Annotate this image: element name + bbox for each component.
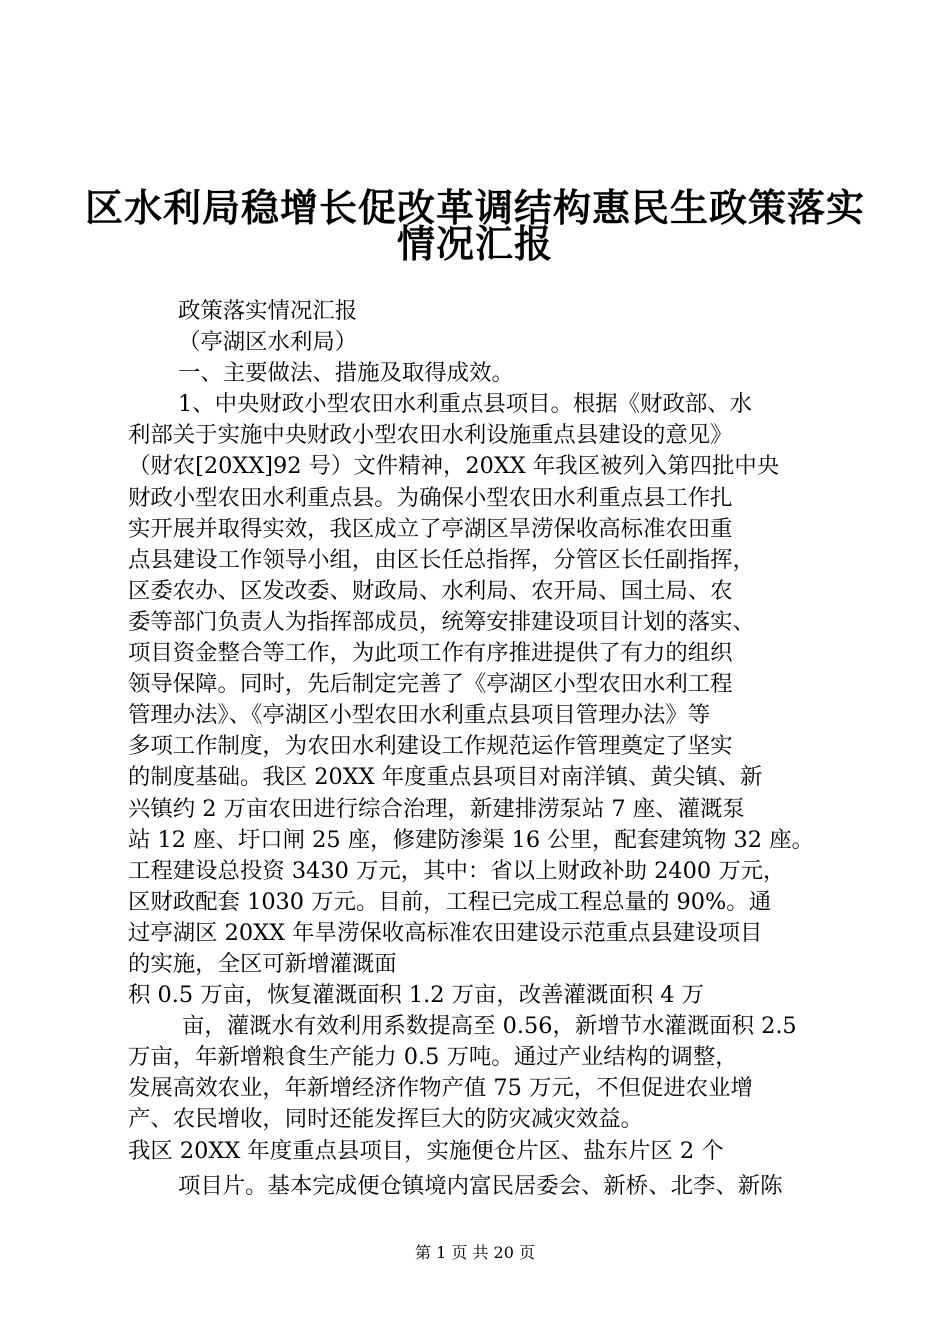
body-line: 区委农办、区发改委、财政局、水利局、农开局、国土局、农 bbox=[128, 577, 733, 604]
body-line: 政策落实情况汇报 bbox=[178, 298, 358, 324]
body-line: 产、农民增收，同时还能发挥巨大的防灾减灾效益。 bbox=[128, 1106, 643, 1133]
body-line: 管理办法》、《亭湖区小型农田水利重点县项目管理办法》等 bbox=[128, 702, 711, 729]
body-line: 点县建设工作领导小组，由区长任总指挥，分管区长任副指挥， bbox=[128, 546, 755, 573]
body-line: 财政小型农田水利重点县。为确保小型农田水利重点县工作扎 bbox=[128, 484, 733, 511]
body-line: 一、主要做法、措施及取得成效。 bbox=[178, 360, 514, 387]
body-line: 工程建设总投资 3430 万元，其中：省以上财政补助 2400 万元， bbox=[128, 857, 786, 884]
body-line: （亭湖区水利局） bbox=[178, 329, 358, 356]
body-line: 实开展并取得实效，我区成立了亭湖区旱涝保收高标准农田重 bbox=[128, 515, 733, 542]
body-line: 1、中央财政小型农田水利重点县项目。根据《财政部、水 bbox=[178, 391, 753, 418]
document-title-line-1: 区水利局稳增长促改革调结构惠民生政策落实 bbox=[84, 185, 865, 230]
body-line: 亩，灌溉水有效利用系数提高至 0.56，新增节水灌溉面积 2.5 bbox=[182, 1013, 797, 1040]
body-line: 万亩，年新增粮食生产能力 0.5 万吨。通过产业结构的调整， bbox=[128, 1044, 738, 1071]
body-line: 的制度基础。我区 20XX 年度重点县项目对南洋镇、黄尖镇、新 bbox=[128, 764, 763, 791]
body-line: 兴镇约 2 万亩农田进行综合治理，新建排涝泵站 7 座、灌溉泵 bbox=[128, 795, 745, 822]
body-line: 积 0.5 万亩，恢复灌溉面积 1.2 万亩，改善灌溉面积 4 万 bbox=[128, 982, 704, 1009]
body-line bbox=[128, 1202, 838, 1233]
body-line: 多项工作制度，为农田水利建设工作规范运作管理奠定了坚实 bbox=[128, 733, 733, 760]
body-line: 项目资金整合等工作，为此项工作有序推进提供了有力的组织 bbox=[128, 640, 733, 667]
body-line: 过亭湖区 20XX 年旱涝保收高标准农田建设示范重点县建设项目 bbox=[128, 919, 763, 946]
body-line: 发展高效农业，年新增经济作物产值 75 万元，不但促进农业增 bbox=[128, 1075, 753, 1102]
body-line: 站 12 座、圩口闸 25 座，修建防渗渠 16 公里，配套建筑物 32 座。 bbox=[128, 826, 814, 853]
document-title-line-2: 情况汇报 bbox=[396, 221, 553, 266]
body-line: 区财政配套 1030 万元。目前，工程已完成工程总量的 90%。通 bbox=[128, 888, 772, 915]
body-line: 委等部门负责人为指挥部成员，统筹安排建设项目计划的落实、 bbox=[128, 608, 755, 635]
body-line: （财农[20XX]92 号）文件精神，20XX 年我区被列入第四批中央 bbox=[128, 453, 780, 480]
body-line: 我区 20XX 年度重点县项目，实施便仓片区、盐东片区 2 个 bbox=[128, 1137, 724, 1164]
body-line: 领导保障。同时，先后制定完善了《亭湖区小型农田水利工程 bbox=[128, 671, 733, 698]
page-footer: 第 1 页 共 20 页 bbox=[415, 1243, 535, 1262]
body-line: 的实施，全区可新增灌溉面 bbox=[128, 950, 397, 977]
body-line: 利部关于实施中央财政小型农田水利设施重点县建设的意见》 bbox=[128, 422, 733, 449]
document-body bbox=[128, 296, 838, 1233]
body-line: 项目片。基本完成便仓镇境内富民居委会、新桥、北李、新陈 bbox=[178, 1172, 783, 1199]
